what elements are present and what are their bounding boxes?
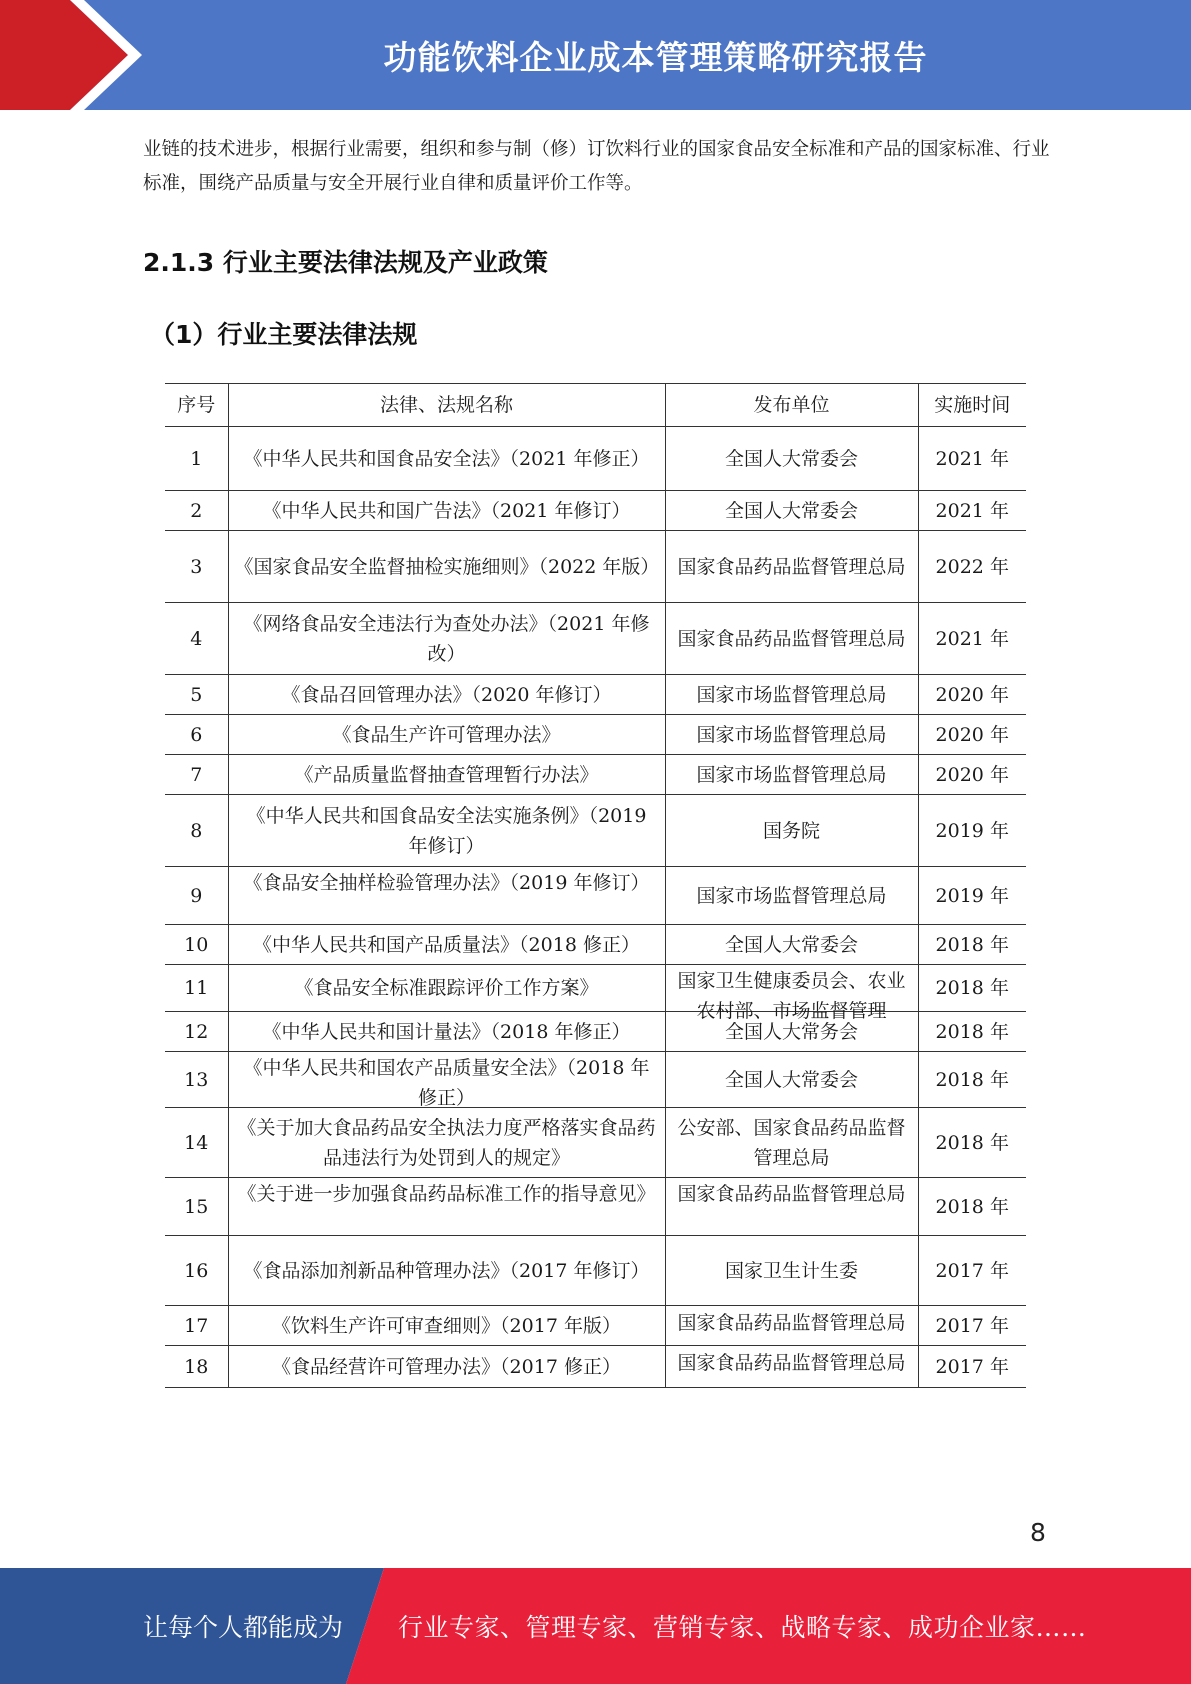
table-row: [165, 755, 1026, 795]
cell-name: [228, 867, 665, 925]
cell-name: 《产品质量监督抽查管理暂行办法》: [228, 755, 665, 795]
cell-name: 《食品生产许可管理办法》: [228, 715, 665, 755]
cell-issuer: 国家市场监督管理总局: [665, 715, 918, 755]
cell-name: 《中华人民共和国产品质量法》（2018 修正）: [228, 925, 665, 965]
cell-no: 4: [165, 603, 228, 675]
cell-name: [228, 1178, 665, 1236]
cell-no: 1: [165, 427, 228, 491]
cell-name: 《中华人民共和国计量法》（2018 年修正）: [228, 1012, 665, 1052]
table-row: [165, 1012, 1026, 1052]
cell-no: 16: [165, 1236, 228, 1306]
laws-table-container: [165, 383, 1026, 1389]
cell-issuer-text: 国家卫生健康委员会、农业农村部、市场监督管理: [677, 970, 906, 1022]
cell-issuer: 国务院: [665, 795, 918, 867]
subsection-heading: （1）行业主要法律法规: [150, 320, 418, 349]
cell-name: 《食品经营许可管理办法》（2017 修正）: [228, 1346, 665, 1388]
cell-name: [228, 1052, 665, 1108]
table-row: [165, 715, 1026, 755]
table-row: [165, 1052, 1026, 1108]
cell-no: 5: [165, 675, 228, 715]
cell-issuer: 国家食品药品监督管理总局: [665, 603, 918, 675]
cell-year: 2018 年: [918, 1108, 1026, 1178]
cell-name: 《中华人民共和国广告法》（2021 年修订）: [228, 491, 665, 531]
cell-year: 2019 年: [918, 867, 1026, 925]
intro-paragraph: 业链的技术进步，根据行业需要，组织和参与制（修）订饮料行业的国家食品安全标准和产品的国家标准、行业标准，围绕产品质量与安全开展行业自律和质量评价工作等。: [143, 139, 1050, 194]
cell-issuer-text: 国家食品药品监督管理总局: [677, 1351, 906, 1374]
cell-issuer: [665, 1178, 918, 1236]
cell-no: 7: [165, 755, 228, 795]
cell-year: 2018 年: [918, 1178, 1026, 1236]
cell-name: 《食品安全标准跟踪评价工作方案》: [228, 965, 665, 1012]
column-header-no: 序号: [165, 384, 228, 427]
cell-issuer: [665, 1306, 918, 1346]
table-row: [165, 867, 1026, 925]
cell-no: 10: [165, 925, 228, 965]
cell-year: 2019 年: [918, 795, 1026, 867]
cell-name: 《中华人民共和国食品安全法实施条例》（2019 年修订）: [228, 795, 665, 867]
cell-name: 《食品召回管理办法》（2020 年修订）: [228, 675, 665, 715]
cell-year: 2018 年: [918, 1012, 1026, 1052]
section-heading: 2.1.3 行业主要法律法规及产业政策: [143, 248, 548, 277]
cell-issuer: 全国人大常委会: [665, 925, 918, 965]
cell-year: 2020 年: [918, 755, 1026, 795]
cell-no: 6: [165, 715, 228, 755]
table-row: [165, 925, 1026, 965]
cell-no: 8: [165, 795, 228, 867]
cell-year: 2017 年: [918, 1236, 1026, 1306]
cell-year: 2021 年: [918, 427, 1026, 491]
table-row: [165, 795, 1026, 867]
cell-name-text: 《关于进一步加强食品药品标准工作的指导意见》: [237, 1182, 656, 1205]
page-number: 8: [1030, 1518, 1046, 1547]
cell-issuer: 全国人大常务会: [665, 1012, 918, 1052]
header-banner: [0, 0, 1191, 110]
cell-year: 2017 年: [918, 1346, 1026, 1388]
column-header-year: 实施时间: [918, 384, 1026, 427]
cell-issuer-text: 国家食品药品监督管理总局: [677, 1311, 906, 1334]
cell-no: 3: [165, 531, 228, 603]
report-title: 功能饮料企业成本管理策略研究报告: [383, 37, 928, 77]
table-row: [165, 1346, 1026, 1388]
cell-name-text: 《中华人民共和国农产品质量安全法》（2018 年修正）: [243, 1056, 650, 1109]
cell-name: 《关于加大食品药品安全执法力度严格落实食品药品违法行为处罚到人的规定》: [228, 1108, 665, 1178]
cell-no: 9: [165, 867, 228, 925]
cell-year: 2021 年: [918, 491, 1026, 531]
cell-issuer: 全国人大常委会: [665, 1052, 918, 1108]
cell-issuer: 国家食品药品监督管理总局: [665, 531, 918, 603]
cell-issuer: 国家市场监督管理总局: [665, 675, 918, 715]
table-row: [165, 1178, 1026, 1236]
footer-slogan-right: 行业专家、管理专家、营销专家、战略专家、成功企业家……: [398, 1613, 1087, 1642]
cell-issuer: [665, 965, 918, 1022]
cell-year: 2020 年: [918, 675, 1026, 715]
cell-name-text: 《食品安全抽样检验管理办法》（2019 年修订）: [243, 871, 650, 894]
cell-issuer: 国家卫生计生委: [665, 1236, 918, 1306]
cell-issuer: 全国人大常委会: [665, 491, 918, 531]
cell-no: 2: [165, 491, 228, 531]
column-header-issuer: 发布单位: [665, 384, 918, 427]
cell-issuer: [665, 1346, 918, 1388]
table-row: [165, 1236, 1026, 1306]
table-row: [165, 603, 1026, 675]
cell-year: 2022 年: [918, 531, 1026, 603]
cell-issuer: 公安部、国家食品药品监督管理总局: [665, 1108, 918, 1178]
footer-slogan-left: 让每个人都能成为: [143, 1613, 344, 1642]
table-row: [165, 491, 1026, 531]
cell-no: 14: [165, 1108, 228, 1178]
cell-year: 2018 年: [918, 925, 1026, 965]
table-row: [165, 1108, 1026, 1178]
laws-table: [165, 383, 1026, 1388]
cell-no: 18: [165, 1346, 228, 1388]
table-row: [165, 1306, 1026, 1346]
column-header-name: 法律、法规名称: [228, 384, 665, 427]
footer-banner: [0, 1568, 1191, 1684]
table-row: [165, 531, 1026, 603]
cell-year: 2018 年: [918, 1052, 1026, 1108]
table-row: [165, 965, 1026, 1012]
cell-name: 《中华人民共和国食品安全法》（2021 年修正）: [228, 427, 665, 491]
cell-no: 17: [165, 1306, 228, 1346]
cell-year: 2017 年: [918, 1306, 1026, 1346]
cell-no: 15: [165, 1178, 228, 1236]
chevron-logo-icon: [0, 0, 160, 110]
cell-name: 《饮料生产许可审查细则》（2017 年版）: [228, 1306, 665, 1346]
cell-no: 11: [165, 965, 228, 1012]
cell-no: 13: [165, 1052, 228, 1108]
cell-no: 12: [165, 1012, 228, 1052]
table-row: [165, 675, 1026, 715]
cell-year: 2020 年: [918, 715, 1026, 755]
table-header-row: [165, 384, 1026, 427]
cell-name: 《食品添加剂新品种管理办法》（2017 年修订）: [228, 1236, 665, 1306]
table-row: [165, 427, 1026, 491]
cell-issuer: 全国人大常委会: [665, 427, 918, 491]
cell-name: 《网络食品安全违法行为查处办法》（2021 年修改）: [228, 603, 665, 675]
cell-name: 《国家食品安全监督抽检实施细则》（2022 年版）: [228, 531, 665, 603]
cell-year: 2021 年: [918, 603, 1026, 675]
cell-issuer: 国家市场监督管理总局: [665, 867, 918, 925]
cell-issuer: 国家市场监督管理总局: [665, 755, 918, 795]
cell-issuer-text: 国家食品药品监督管理总局: [677, 1182, 906, 1205]
cell-year: 2018 年: [918, 965, 1026, 1012]
